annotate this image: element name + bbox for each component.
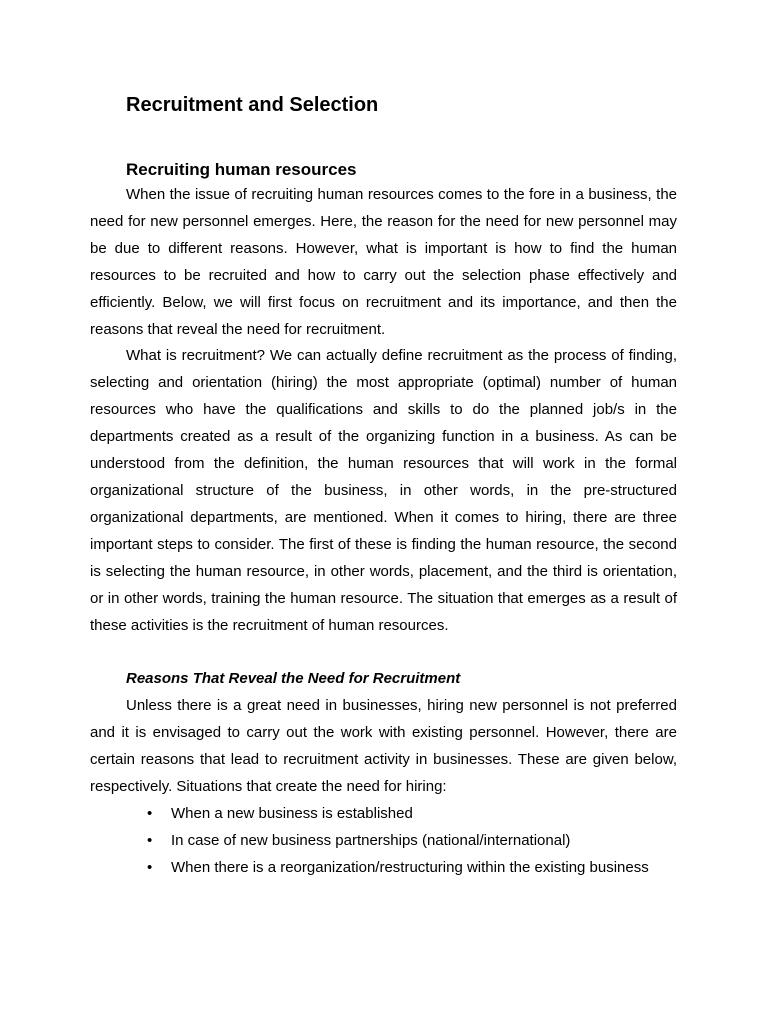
reasons-paragraph: Unless there is a great need in businesses, hiring new personnel is not preferred and it is envisaged to carry out the work with existing personnel. However, there are certain reasons that lead to recruitment activity in businesses. These are given below, respectively. Situations that create the need for hiring: xyxy=(90,697,677,795)
intro-paragraph: When the issue of recruiting human resources comes to the fore in a business, the need for new personnel emerges. Here, the reason for the need for new personnel may be due to different reasons. However, what is important is how to find the human resources to be recruited and how to carry out the selection phase effectively and efficiently. Below, we will first focus on recruitment and its importance, and then the reasons that reveal the need for recruitment. xyxy=(90,186,677,338)
list-item-text: When a new business is established xyxy=(171,804,413,822)
reasons-subheading: Reasons That Reveal the Need for Recruitment xyxy=(126,670,461,688)
bullet-icon: • xyxy=(147,804,153,822)
section-heading: Recruiting human resources xyxy=(126,160,357,179)
bullet-icon: • xyxy=(147,858,153,876)
list-item xyxy=(90,828,677,855)
list-item-text: In case of new business partnerships (national/international) xyxy=(171,831,571,849)
document-title: Recruitment and Selection xyxy=(126,94,379,116)
bullet-icon: • xyxy=(147,831,153,849)
reasons-list xyxy=(90,801,677,882)
document-body xyxy=(90,92,677,882)
definition-paragraph: What is recruitment? We can actually define recruitment as the process of finding, selecting and orientation (hiring) the most appropriate (optimal) number of human resources who have the qualifications and skills to do the planned job/s in the departments created as a result of the organizing function in a business. As can be understood from the definition, the human resources that will work in the formal organizational structure of the business, in other words, in the pre-structured organizational departments, are mentioned. When it comes to hiring, there are three important steps to consider. The first of these is finding the human resource, the second is selecting the human resource, in other words, placement, and the third is orientation, or in other words, training the human resource. The situation that emerges as a result of these activities is the recruitment of human resources. xyxy=(90,347,677,634)
list-item xyxy=(90,855,677,882)
list-item xyxy=(90,801,677,828)
list-item-text: When there is a reorganization/restructuring within the existing business xyxy=(171,858,649,876)
